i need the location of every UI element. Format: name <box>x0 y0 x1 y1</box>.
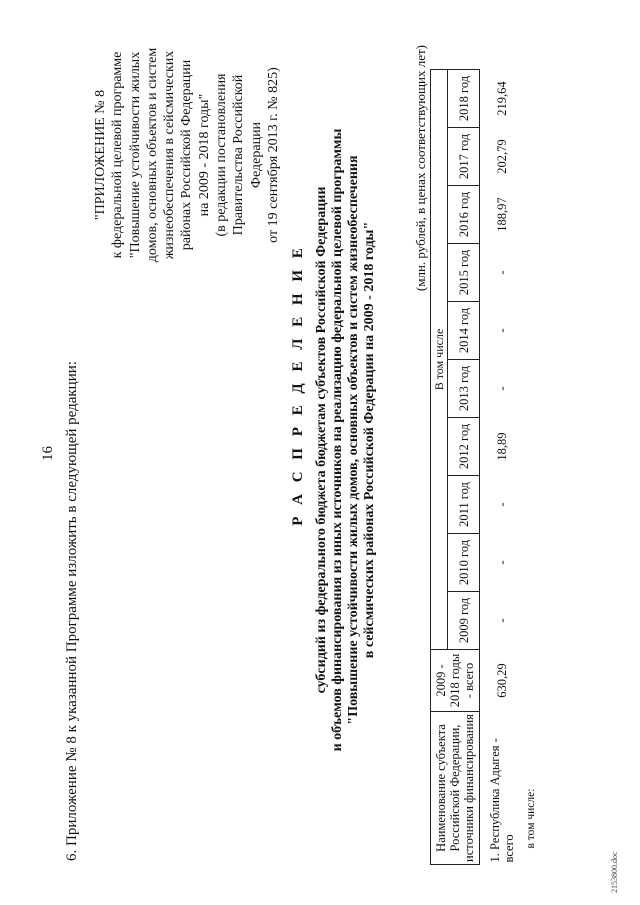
row-sublabel: в том числе: <box>525 788 537 849</box>
row-label: 1. Республика Адыгея - всего <box>488 738 516 863</box>
header-total: 2009 - 2018 годы - всего <box>431 650 480 712</box>
table-row <box>480 70 519 865</box>
appendix-line: Федерации <box>248 121 264 189</box>
row-value: 18,89 <box>495 432 509 461</box>
row-value: - <box>495 328 509 333</box>
page-number: 16 <box>40 446 56 461</box>
row-value: - <box>495 386 509 391</box>
header-year: 2009 год <box>448 592 480 650</box>
header-year: 2018 год <box>448 70 480 128</box>
appendix-line: домов, основных объектов и систем <box>144 47 160 263</box>
header-year: 2017 год <box>448 128 480 186</box>
appendix-header <box>92 5 282 305</box>
subtitle-line: субсидий из федерального бюджета бюджетам субъектов Российской Федерации <box>314 186 329 694</box>
appendix-line: "ПРИЛОЖЕНИЕ № 8 <box>93 89 108 221</box>
empty-cell <box>518 70 540 712</box>
distribution-table <box>430 69 540 865</box>
appendix-line: (в редакции постановления <box>214 73 230 237</box>
appendix-line: "Повышение устойчивости жилых <box>127 51 143 259</box>
appendix-line: от 19 сентября 2013 г. № 825) <box>265 67 281 243</box>
subtitle-line: и объемов финансирования из иных источников на реализацию федеральной целевой программы <box>330 128 345 752</box>
units-note: (млн. рублей, в ценах соответствующих лет) <box>413 45 428 292</box>
appendix-line: районах Российской Федерации <box>179 59 195 251</box>
appendix-line: Правительства Российской <box>231 74 247 236</box>
appendix-line: на 2009 - 2018 годы" <box>196 93 212 217</box>
header-group: В том числе <box>431 70 448 650</box>
header-year: 2011 год <box>448 476 480 534</box>
appendix-line: жизнеобеспечения в сейсмических <box>162 50 178 260</box>
row-value: - <box>495 270 509 275</box>
subtitle-line: в сейсмических районах Российской Федерации на 2009 - 2018 годы" <box>362 221 377 659</box>
header-year: 2012 год <box>448 418 480 476</box>
header-year: 2016 год <box>448 186 480 244</box>
header-name: Наименование субъекта Российской Федерации, источники финансирования <box>431 712 480 865</box>
row-value: - <box>495 560 509 565</box>
subtitle-line: "Повышение устойчивости жилых домов, основных объектов и систем жизнеобеспечения <box>346 155 361 725</box>
header-year: 2010 год <box>448 534 480 592</box>
appendix-line: к федеральной целевой программе <box>110 51 126 259</box>
row-value: - <box>495 618 509 623</box>
row-total: 630,29 <box>495 663 509 698</box>
header-year: 2013 год <box>448 360 480 418</box>
row-value: - <box>495 502 509 507</box>
row-value: 219,64 <box>495 81 509 116</box>
row-value: 188,97 <box>495 197 509 232</box>
doc-reference: 2153800.doc <box>610 851 619 893</box>
intro-paragraph: 6. Приложение № 8 к указанной Программе изложить в следующей редакции: <box>64 361 80 861</box>
table-row <box>518 70 540 865</box>
row-value: 202,79 <box>495 139 509 174</box>
header-year: 2014 год <box>448 302 480 360</box>
document-title: Р А С П Р Е Д Е Л Е Н И Е <box>290 244 306 526</box>
header-year: 2015 год <box>448 244 480 302</box>
document-subtitle <box>314 90 378 790</box>
